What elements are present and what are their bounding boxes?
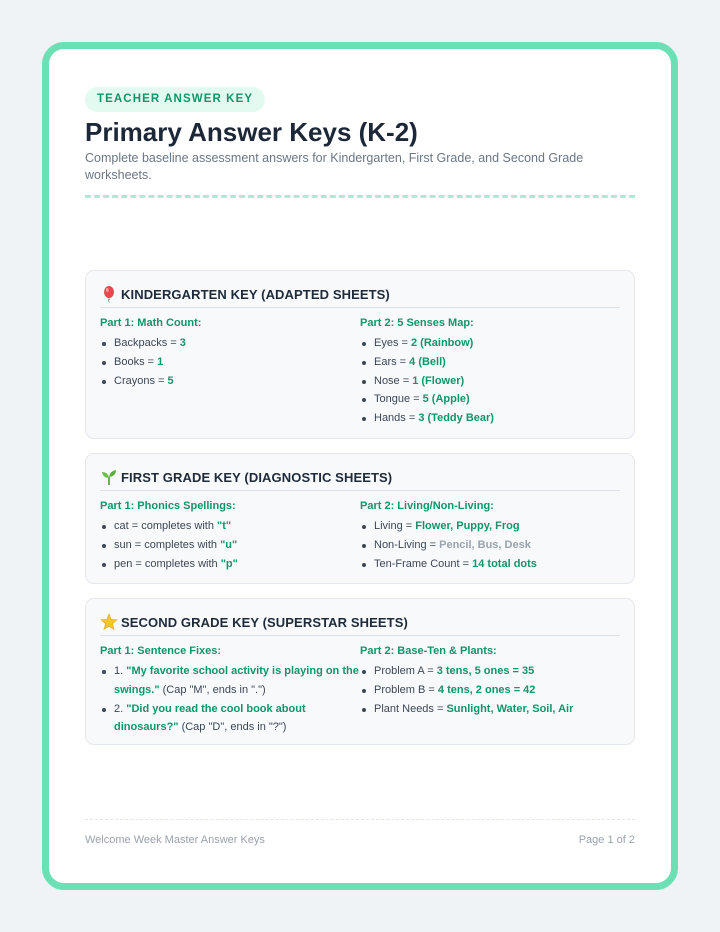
column-left	[100, 500, 360, 573]
item-answer: 2 (Rainbow)	[411, 337, 474, 349]
item-label: Ten-Frame Count =	[374, 557, 473, 570]
column-left	[100, 317, 360, 428]
item-label: Non-Living =	[374, 538, 440, 551]
item-label: 2.	[114, 702, 127, 715]
item-answer: Sunlight, Water, Soil, Air	[446, 702, 574, 715]
list-item	[100, 334, 360, 353]
list-item	[360, 662, 620, 681]
item-answer: 3 tens, 5 ones = 35	[436, 665, 535, 677]
list-item	[100, 372, 360, 391]
list-item	[360, 700, 620, 719]
header-divider	[85, 195, 635, 198]
page-number: Page 1 of 2	[578, 834, 635, 846]
item-label: sun = completes with	[114, 538, 221, 551]
list-item	[360, 390, 620, 409]
page-title: Primary Answer Keys (K-2)	[85, 117, 418, 147]
footer-title: Welcome Week Master Answer Keys	[85, 834, 265, 846]
item-answer: "u"	[220, 538, 238, 551]
item-answer: 4 (Bell)	[409, 355, 446, 368]
list-item	[360, 372, 620, 391]
section-header	[100, 613, 620, 636]
kindergarten-section	[85, 270, 635, 439]
list-item	[360, 334, 620, 353]
teacher-answer-key-badge: TEACHER ANSWER KEY	[85, 87, 265, 112]
column-right	[360, 500, 620, 573]
item-label: 1.	[114, 665, 127, 677]
seedling-icon	[100, 468, 118, 486]
item-label: Plant Needs =	[374, 702, 447, 715]
list-item	[100, 517, 360, 536]
item-answer: 1 (Flower)	[412, 374, 465, 387]
item-label: Living =	[374, 520, 416, 532]
item-label: Hands =	[374, 412, 419, 425]
item-label: Backpacks =	[114, 337, 180, 349]
column-heading: Part 2: 5 Senses Map:	[360, 317, 474, 329]
item-answer: 14 total dots	[472, 557, 537, 570]
item-answer: 4 tens, 2 ones = 42	[437, 683, 536, 696]
section-header	[100, 468, 620, 491]
item-answer: "My favorite school activity is playing on the swings."	[114, 665, 359, 696]
item-label: cat = completes with	[114, 520, 218, 532]
item-label: pen = completes with	[114, 557, 221, 570]
section-title: FIRST GRADE KEY (DIAGNOSTIC SHEETS)	[121, 469, 393, 485]
second-grade-section	[85, 598, 635, 745]
list-item	[360, 681, 620, 700]
item-label: Tongue =	[374, 393, 423, 406]
section-title: SECOND GRADE KEY (SUPERSTAR SHEETS)	[121, 614, 408, 630]
column-heading: Part 1: Phonics Spellings:	[100, 500, 236, 512]
item-note: (Cap "M", ends in ".")	[159, 683, 266, 696]
list-item	[360, 536, 620, 555]
list-item	[100, 662, 360, 700]
item-answer: 5 (Apple)	[422, 393, 470, 406]
item-label: Crayons =	[114, 374, 168, 387]
item-answer: 1	[157, 355, 164, 368]
list-item	[100, 536, 360, 555]
item-label: Problem B =	[374, 683, 438, 696]
item-answer: "p"	[220, 557, 238, 570]
first-grade-section	[85, 453, 635, 584]
list-item	[360, 409, 620, 428]
balloon-icon	[100, 285, 118, 303]
item-answer: Flower, Puppy, Frog	[415, 520, 520, 532]
star-icon	[100, 613, 118, 631]
item-answer: "t"	[217, 520, 232, 532]
item-answer: 3	[179, 337, 186, 349]
footer-divider	[85, 819, 635, 820]
item-answer: "Did you read the cool book about dinosaurs?"	[114, 702, 306, 734]
item-answer: 5	[167, 374, 174, 387]
list-item	[100, 353, 360, 372]
column-heading: Part 2: Base-Ten & Plants:	[360, 645, 497, 657]
column-left	[100, 645, 360, 737]
item-answer: 3 (Teddy Bear)	[418, 412, 494, 425]
column-heading: Part 2: Living/Non-Living:	[360, 500, 494, 512]
item-answer: Pencil, Bus, Desk	[439, 538, 531, 551]
list-item	[360, 353, 620, 372]
page-subtitle: Complete baseline assessment answers for Kindergarten, First Grade, and Second Grade worksheets.	[85, 151, 584, 182]
answer-key-page	[42, 42, 678, 890]
item-label: Nose =	[374, 374, 413, 387]
item-note: (Cap "D", ends in "?")	[178, 721, 287, 734]
column-right	[360, 645, 620, 737]
list-item	[100, 700, 360, 738]
column-heading: Part 1: Math Count:	[100, 317, 202, 329]
column-right	[360, 317, 620, 428]
list-item	[360, 517, 620, 536]
column-heading: Part 1: Sentence Fixes:	[100, 645, 222, 657]
list-item	[100, 555, 360, 574]
item-label: Eyes =	[374, 337, 411, 349]
item-label: Ears =	[374, 355, 410, 368]
section-header	[100, 285, 620, 308]
section-title: KINDERGARTEN KEY (ADAPTED SHEETS)	[121, 286, 390, 302]
item-label: Books =	[114, 355, 158, 368]
page-content	[85, 49, 635, 883]
list-item	[360, 555, 620, 574]
item-label: Problem A =	[374, 665, 437, 677]
